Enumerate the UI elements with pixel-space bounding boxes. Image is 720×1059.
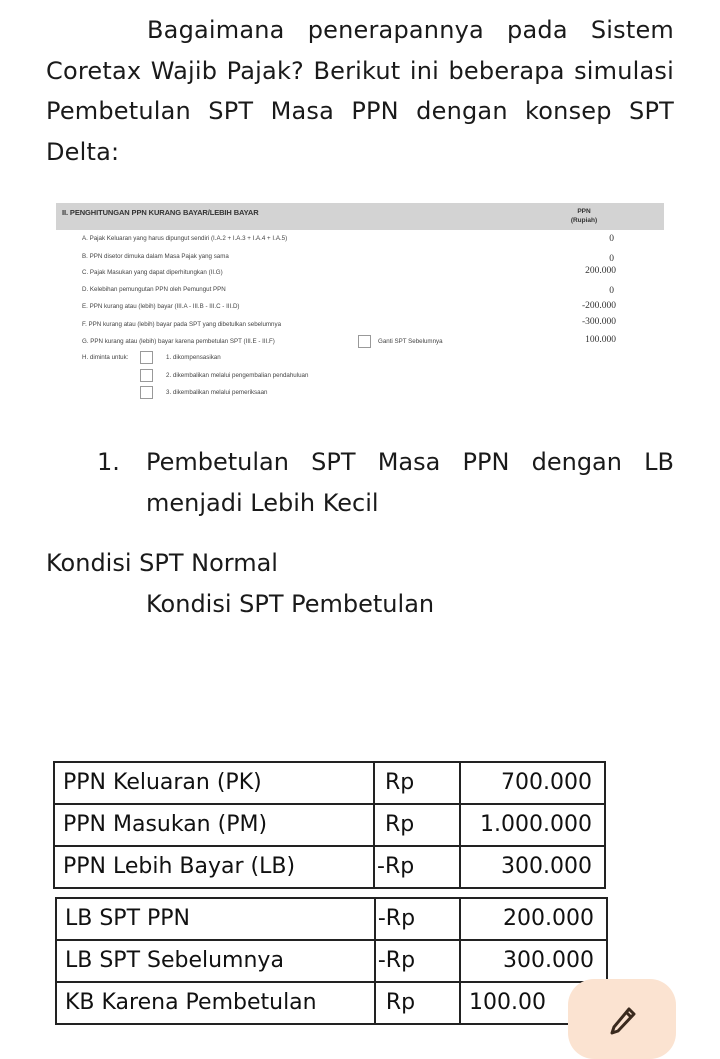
column-header-ppn: PPN [577, 208, 591, 215]
form-row-h: H. diminta untuk: [82, 354, 129, 361]
row-currency: Rp [374, 804, 460, 846]
option-label-3: 3. dikembalikan melalui pemeriksaan [166, 389, 268, 396]
form-row-b: B. PPN disetor dimuka dalam Masa Pajak yang sama [82, 253, 229, 260]
form-row-g: G. PPN kurang atau (lebih) bayar karena pembetulan SPT (III.E - III.F) [82, 338, 275, 345]
row-label: LB SPT Sebelumnya [56, 940, 375, 982]
intro-paragraph [46, 10, 674, 172]
heading-text [146, 442, 674, 523]
row-amount: 300.000 [460, 940, 607, 982]
form-row-d: D. Kelebihan pemungutan PPN oleh Pemungut PPN [82, 286, 226, 293]
form-value-f: -300.000 [581, 317, 616, 327]
spt-pembetulan-table [55, 897, 608, 1025]
form-value-c: 200.000 [585, 266, 616, 276]
spt-form-image [56, 203, 664, 398]
form-value-e: -200.000 [581, 301, 616, 311]
row-label: KB Karena Pembetulan [56, 982, 375, 1024]
table-row [56, 898, 607, 940]
intro-line: Pembetulan SPT Masa PPN dengan konsep SPT [46, 97, 674, 125]
form-value-a: 0 [609, 234, 614, 244]
kondisi-pembetulan-text: Kondisi SPT Pembetulan [146, 590, 435, 618]
row-amount: 100.00 [460, 982, 607, 1024]
spt-normal-table [53, 761, 606, 889]
ganti-spt-checkbox[interactable] [358, 335, 371, 348]
row-currency: -Rp [375, 940, 460, 982]
row-currency: Rp [374, 762, 460, 804]
table-row [54, 762, 605, 804]
form-row-f: F. PPN kurang atau (lebih) bayar pada SPT yang dibetulkan sebelumnya [82, 321, 282, 328]
option-label-1: 1. dikompensasikan [166, 354, 221, 361]
row-amount: 1.000.000 [460, 804, 605, 846]
intro-line: Bagaimana penerapannya pada Sistem [147, 16, 674, 44]
row-amount: 200.000 [460, 898, 607, 940]
row-label: PPN Keluaran (PK) [54, 762, 374, 804]
form-row-c: C. Pajak Masukan yang dapat diperhitungkan (II.G) [82, 269, 223, 276]
form-value-b: 0 [609, 254, 614, 264]
option-checkbox-3[interactable] [140, 386, 153, 399]
row-label: PPN Lebih Bayar (LB) [54, 846, 374, 888]
table-row [56, 982, 607, 1024]
ganti-spt-label: Ganti SPT Sebelumnya [378, 338, 443, 345]
row-currency: -Rp [374, 846, 460, 888]
form-row-a: A. Pajak Keluaran yang harus dipungut sendiri (I.A.2 + I.A.3 + I.A.4 + I.A.5) [82, 235, 288, 242]
table-row [56, 940, 607, 982]
heading-number: 1. [97, 448, 120, 476]
heading-line: menjadi Lebih Kecil [146, 488, 379, 517]
edit-fab-button[interactable] [568, 979, 676, 1059]
form-header-bar [56, 203, 664, 230]
heading-line: Pembetulan SPT Masa PPN dengan LB [146, 448, 674, 476]
form-section-title: II. PENGHITUNGAN PPN KURANG BAYAR/LEBIH BAYAR [62, 208, 259, 217]
kondisi-normal-text: Kondisi SPT Normal [46, 549, 278, 577]
row-amount: 300.000 [460, 846, 605, 888]
row-label: LB SPT PPN [56, 898, 375, 940]
column-header-rupiah: (Rupiah) [570, 217, 598, 224]
form-value-d: 0 [609, 286, 614, 296]
row-label: PPN Masukan (PM) [54, 804, 374, 846]
form-column-header [564, 207, 604, 225]
option-checkbox-2[interactable] [140, 369, 153, 382]
option-label-2: 2. dikembalikan melalui pengembalian pendahuluan [166, 372, 309, 379]
form-row-e: E. PPN kurang atau (lebih) bayar (III.A - III.B - III.C - III.D) [82, 303, 240, 310]
pencil-icon [610, 1007, 636, 1037]
row-amount: 700.000 [460, 762, 605, 804]
table-row [54, 846, 605, 888]
row-currency: -Rp [375, 898, 460, 940]
intro-line: Coretax Wajib Pajak? Berikut ini beberapa simulasi [46, 56, 674, 85]
intro-line: Delta: [46, 137, 120, 166]
table-row [54, 804, 605, 846]
form-value-g: 100.000 [585, 335, 616, 345]
option-checkbox-1[interactable] [140, 351, 153, 364]
row-currency: Rp [375, 982, 460, 1024]
numbered-heading [97, 442, 674, 523]
